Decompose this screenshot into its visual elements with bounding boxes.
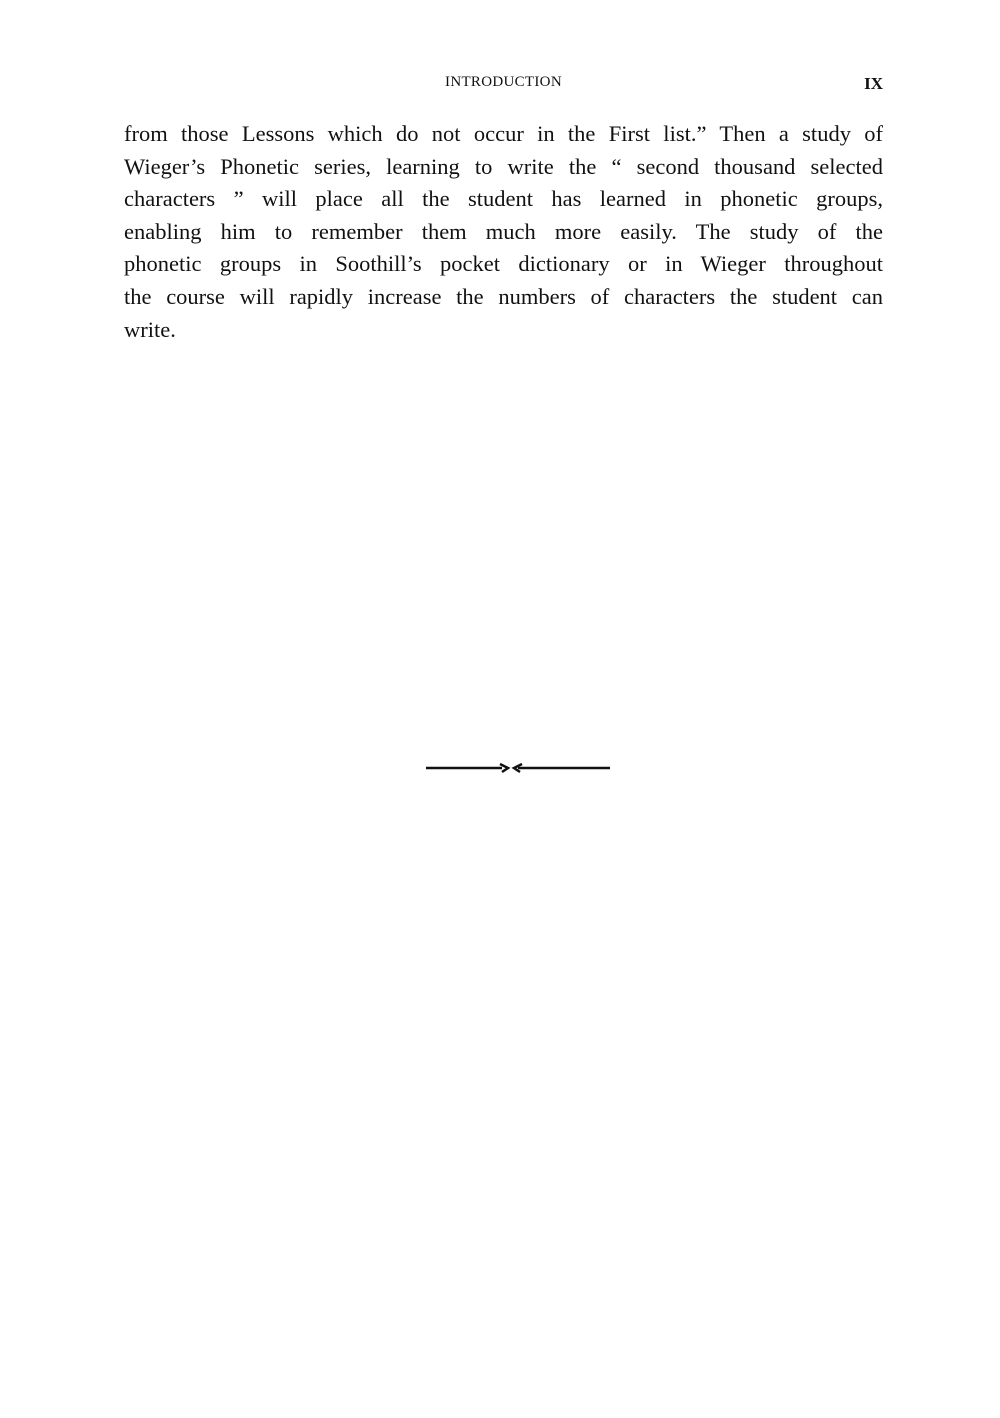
body-paragraph: [124, 118, 883, 346]
text-line: write.: [124, 316, 176, 342]
text-line: the course will rapidly increase the numbers of characters the student can: [124, 283, 883, 309]
page-number: IX: [864, 74, 883, 93]
running-title: INTRODUCTION: [445, 74, 562, 90]
text-line: from those Lessons which do not occur in the First list.” Then a study of: [124, 121, 883, 146]
text-line: Wieger’s Phonetic series, learning to write the “ second thousand selected: [124, 153, 883, 179]
text-line: phonetic groups in Soothill’s pocket dictionary or in Wieger throughout: [124, 251, 883, 277]
text-line: enabling him to remember them much more easily. The study of the: [124, 218, 883, 244]
section-end-ornament-icon: [424, 760, 612, 776]
page-header: [124, 74, 883, 96]
text-line: characters ” will place all the student has learned in phonetic groups,: [124, 186, 883, 212]
